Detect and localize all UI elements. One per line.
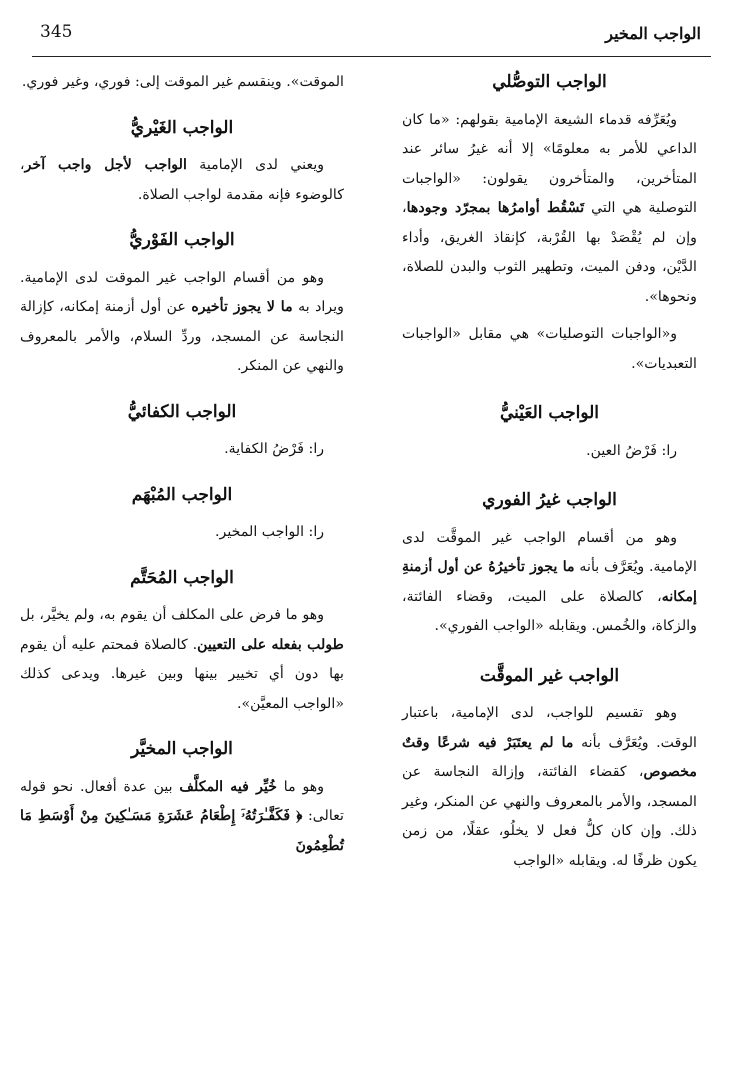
header-rule bbox=[32, 56, 711, 57]
entry-title-ayni: الواجب العَيْنيُّ bbox=[499, 403, 600, 423]
entry-body-mukhayyar bbox=[20, 773, 344, 862]
text-run: ويُعَرِّفه قدماء الشيعة الإمامية بقولهم: «ما كان الداعي للأمر به معلومًا» إلا أنه غيرُ سائر عند المتأخرين، والمتأخرون يقولون: «الواجبات التوصلية هي التي bbox=[402, 111, 697, 216]
continuation-text: الموقت». وينقسم غير الموقت إلى: فوري، وغير فوري. bbox=[21, 74, 344, 90]
bold-phrase: ما يجوز تأخيرُهُ عن أول أزمنةِ إمكانه bbox=[402, 559, 697, 605]
bold-phrase: تَسْقُط أوامرُها بمجرّد وجودها bbox=[406, 200, 585, 216]
entry-body-ghayr-fawri bbox=[402, 524, 697, 642]
entry-title-ghayr-muwaqqat: الواجب غير الموقَّت bbox=[479, 665, 620, 686]
text-run: ، كالصلاة على الميت، وقضاء الفائتة، والزكاة، والخُمس. ويقابله «الواجب الفوري». bbox=[402, 588, 697, 634]
text-run: ، وإن لم يُقْصَدْ بها القُرْبة، كإنقاذ الغريق، وأداء الدَّيْن، ودفن الميت، وتطهير الثوب والبدن للصلاة، ونحوها». bbox=[402, 200, 697, 305]
bold-phrase: ما لا يجوز تأخيره bbox=[191, 299, 293, 315]
text-run: ويعني لدى الإمامية bbox=[186, 157, 325, 173]
entry-body-tawassuli bbox=[402, 106, 697, 313]
entry-body-ghayri bbox=[20, 151, 344, 210]
bold-phrase: الواجب لأجل واجب آخر bbox=[24, 157, 187, 173]
entry-body-muhattam bbox=[20, 601, 344, 719]
text-run: وهو تقسيم للواجب، لدى الإمامية، باعتبار الوقت. ويُعَرَّف بأنه bbox=[402, 705, 697, 751]
text-run: وهو ما bbox=[277, 778, 325, 795]
text-run: ، كقضاء الفائتة، وإزالة النجاسة عن المسجد، والأمر بالمعروف والنهي عن المنكر، وغير ذلك. وإن كان كلُّ فعل لا يخلُو، عقلًا، من زمن يكون ظرفًا له. ويقابله «الواجب bbox=[402, 764, 697, 869]
entry-title-kifai: الواجب الكفائيُّ bbox=[127, 401, 237, 422]
entry-body-ayni: را: فَرْضُ العين. bbox=[586, 442, 678, 459]
entry-title-mukhayyar: الواجب المخيَّر bbox=[131, 739, 233, 759]
text-run: . كالصلاة فمحتم عليه أن يقوم بها دون أي تخيير بينها وبين غيرها. ويدعى كذلك «الواجب المعيَّن». bbox=[20, 636, 344, 712]
running-title: الواجب المخير bbox=[605, 24, 701, 43]
entry-title-muhattam: الواجب المُحَتَّم bbox=[130, 567, 234, 588]
quran-verse: ﴿ فَكَفَّـٰرَتُهُۥٓ إِطْعَامُ عَشَرَةِ مَسَـٰكِينَ مِنْ أَوْسَطِ مَا تُطْعِمُونَ bbox=[20, 808, 344, 854]
text-run: وهو ما فرض على المكلف أن يقوم به، ولم يخيَّر، بل bbox=[20, 607, 325, 623]
right-column bbox=[402, 68, 697, 876]
bold-phrase: ما لم يعتَبَرْ فيه شرعًا وقتٌ مخصوص bbox=[402, 734, 697, 780]
page-header bbox=[32, 22, 711, 52]
bold-phrase: طولب بفعله على التعيين bbox=[197, 636, 344, 653]
entry-title-fawri: الواجب الفَوْريُّ bbox=[129, 230, 235, 250]
entry-body-tawassuli-2: و«الواجبات التوصليات» هي مقابل «الواجبات التعبديات». bbox=[402, 326, 697, 372]
entry-body-mubham: را: الواجب المخير. bbox=[215, 524, 325, 540]
text-run: ، كالوضوء فإنه مقدمة لواجب الصلاة. bbox=[20, 157, 344, 203]
entry-body-fawri bbox=[20, 264, 344, 382]
page-number: 345 bbox=[40, 22, 73, 42]
text-run: وهو من أقسام الواجب غير الموقت لدى الإمامية. ويراد به bbox=[20, 269, 344, 315]
text-run: عن أول أزمنة إمكانه، كإزالة النجاسة عن المسجد، وردِّ السلام، والأمر بالمعروف والنهي عن المنكر. bbox=[20, 299, 344, 374]
entry-body-ghayr-muwaqqat bbox=[402, 699, 697, 876]
text-run: بين عدة أفعال. نحو قوله تعالى: bbox=[20, 778, 345, 824]
entry-title-mubham: الواجب المُبْهَم bbox=[131, 484, 233, 505]
entry-title-tawassuli: الواجب التوصُّلي bbox=[492, 72, 607, 92]
left-column bbox=[20, 68, 344, 861]
entry-title-ghayri: الواجب الغَيْريُّ bbox=[130, 117, 234, 138]
entry-title-ghayr-fawri: الواجب غيرُ الفوري bbox=[482, 490, 617, 510]
text-run: وهو من أقسام الواجب غير الموقَّت لدى الإمامية. ويُعَرَّف بأنه bbox=[402, 529, 697, 575]
bold-phrase: خُيِّر فيه المكلَّف bbox=[179, 778, 277, 795]
entry-body-kifai: را: فَرْضُ الكفاية. bbox=[224, 441, 325, 457]
